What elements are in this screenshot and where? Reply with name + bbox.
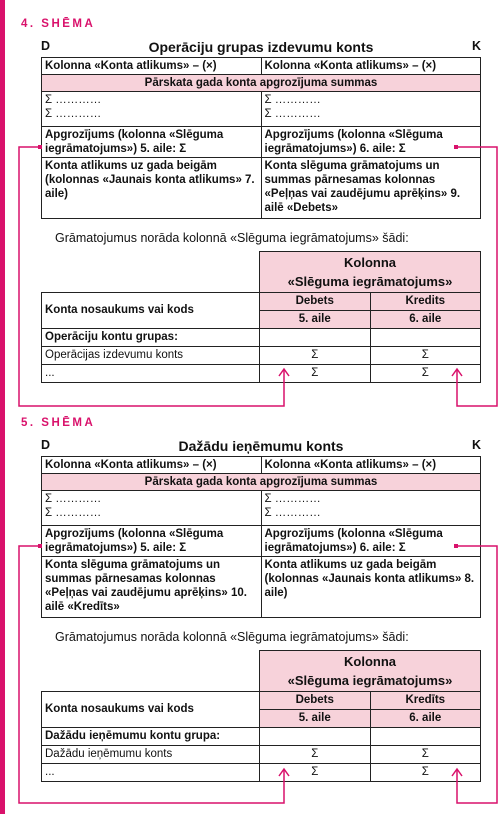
sum-line: Σ ………… bbox=[45, 493, 102, 505]
closing-left: Konta atlikums uz gada beigām (kolonnas «Jaunais konta atlikums» 7. aile) bbox=[42, 158, 262, 219]
turnover-right: Apgrozījums (kolonna «Slēguma iegrāmatojums») 6. aile: Σ bbox=[261, 127, 481, 158]
balance-left: Kolonna «Konta atlikums» – (×) bbox=[42, 457, 262, 474]
scheme5-heading: 5. SHĒMA bbox=[21, 417, 96, 429]
sum-line: Σ ………… bbox=[45, 108, 102, 120]
credit-column-number: 6. aile bbox=[370, 710, 481, 728]
debit-column-number: 5. aile bbox=[260, 311, 371, 329]
scheme4-heading: 4. SHĒMA bbox=[21, 18, 96, 30]
account-name-header: Konta nosaukums vai kods bbox=[42, 692, 260, 728]
scheme4-account-title: Operāciju grupas izdevumu konts bbox=[148, 39, 374, 55]
turnover-left: Apgrozījums (kolonna «Slēguma iegrāmatojums») 5. aile: Σ bbox=[42, 127, 262, 158]
scheme5-account-title: Dažādu ieņēmumu konts bbox=[178, 438, 344, 454]
balance-left: Kolonna «Konta atlikums» – (×) bbox=[42, 58, 262, 75]
turnover-header: Pārskata gada konta apgrozījuma summas bbox=[42, 474, 481, 491]
scheme5-note: Grāmatojumus norāda kolonnā «Slēguma iegrāmatojums» šādi: bbox=[55, 630, 409, 644]
account-row: Operācijas izdevumu konts bbox=[42, 347, 260, 365]
sum-line: Σ ………… bbox=[264, 108, 321, 120]
column-header-line-1: Kolonna bbox=[344, 654, 396, 669]
credit-header: Kredīts bbox=[370, 692, 481, 710]
closing-left: Konta slēguma grāmatojums un summas pārnesamas kolonnas «Peļņas vai zaudējumu aprēķins» 10. ailē «Kredīts» bbox=[42, 557, 262, 618]
turnover-left: Apgrozījums (kolonna «Slēguma iegrāmatojums») 5. aile: Σ bbox=[42, 526, 262, 557]
balance-right: Kolonna «Konta atlikums» – (×) bbox=[261, 58, 481, 75]
credit-sigma: Σ bbox=[370, 365, 481, 383]
column-header-line-2: «Slēguma iegrāmatojums» bbox=[287, 274, 453, 289]
group-label: Dažādu ieņēmumu kontu grupa: bbox=[42, 728, 260, 746]
credit-marker: K bbox=[471, 438, 481, 452]
account-name-header: Konta nosaukums vai kods bbox=[42, 293, 260, 329]
sum-line: Σ ………… bbox=[264, 493, 321, 505]
debit-header: Debets bbox=[260, 293, 371, 311]
debit-sigma: Σ bbox=[260, 764, 371, 782]
scheme4-note: Grāmatojumus norāda kolonnā «Slēguma iegrāmatojums» šādi: bbox=[55, 231, 409, 245]
credit-marker: K bbox=[471, 39, 481, 53]
sum-line: Σ ………… bbox=[45, 94, 102, 106]
ellipsis-row: ... bbox=[42, 365, 260, 383]
closing-right: Konta atlikums uz gada beigām (kolonnas «Jaunais konta atlikums» 8. aile) bbox=[261, 557, 481, 618]
sum-line: Σ ………… bbox=[264, 507, 321, 519]
group-label: Operāciju kontu grupas: bbox=[42, 329, 260, 347]
credit-sigma: Σ bbox=[370, 746, 481, 764]
credit-sigma: Σ bbox=[370, 347, 481, 365]
debit-marker: D bbox=[41, 39, 51, 53]
debit-sigma: Σ bbox=[260, 347, 371, 365]
credit-column-number: 6. aile bbox=[370, 311, 481, 329]
sum-line: Σ ………… bbox=[264, 94, 321, 106]
debit-sigma: Σ bbox=[260, 746, 371, 764]
debit-marker: D bbox=[41, 438, 51, 452]
credit-header: Kredits bbox=[370, 293, 481, 311]
debit-header: Debets bbox=[260, 692, 371, 710]
closing-right: Konta slēguma grāmatojums un summas pārnesamas kolonnas «Peļņas vai zaudējumu aprēķins» 9. ailē «Debets» bbox=[261, 158, 481, 219]
sum-line: Σ ………… bbox=[45, 507, 102, 519]
turnover-header: Pārskata gada konta apgrozījuma summas bbox=[42, 75, 481, 92]
credit-sigma: Σ bbox=[370, 764, 481, 782]
debit-column-number: 5. aile bbox=[260, 710, 371, 728]
account-row: Dažādu ieņēmumu konts bbox=[42, 746, 260, 764]
turnover-right: Apgrozījums (kolonna «Slēguma iegrāmatojums») 6. aile: Σ bbox=[261, 526, 481, 557]
debit-sigma: Σ bbox=[260, 365, 371, 383]
balance-right: Kolonna «Konta atlikums» – (×) bbox=[261, 457, 481, 474]
ellipsis-row: ... bbox=[42, 764, 260, 782]
column-header-line-2: «Slēguma iegrāmatojums» bbox=[287, 673, 453, 688]
column-header-line-1: Kolonna bbox=[344, 255, 396, 270]
